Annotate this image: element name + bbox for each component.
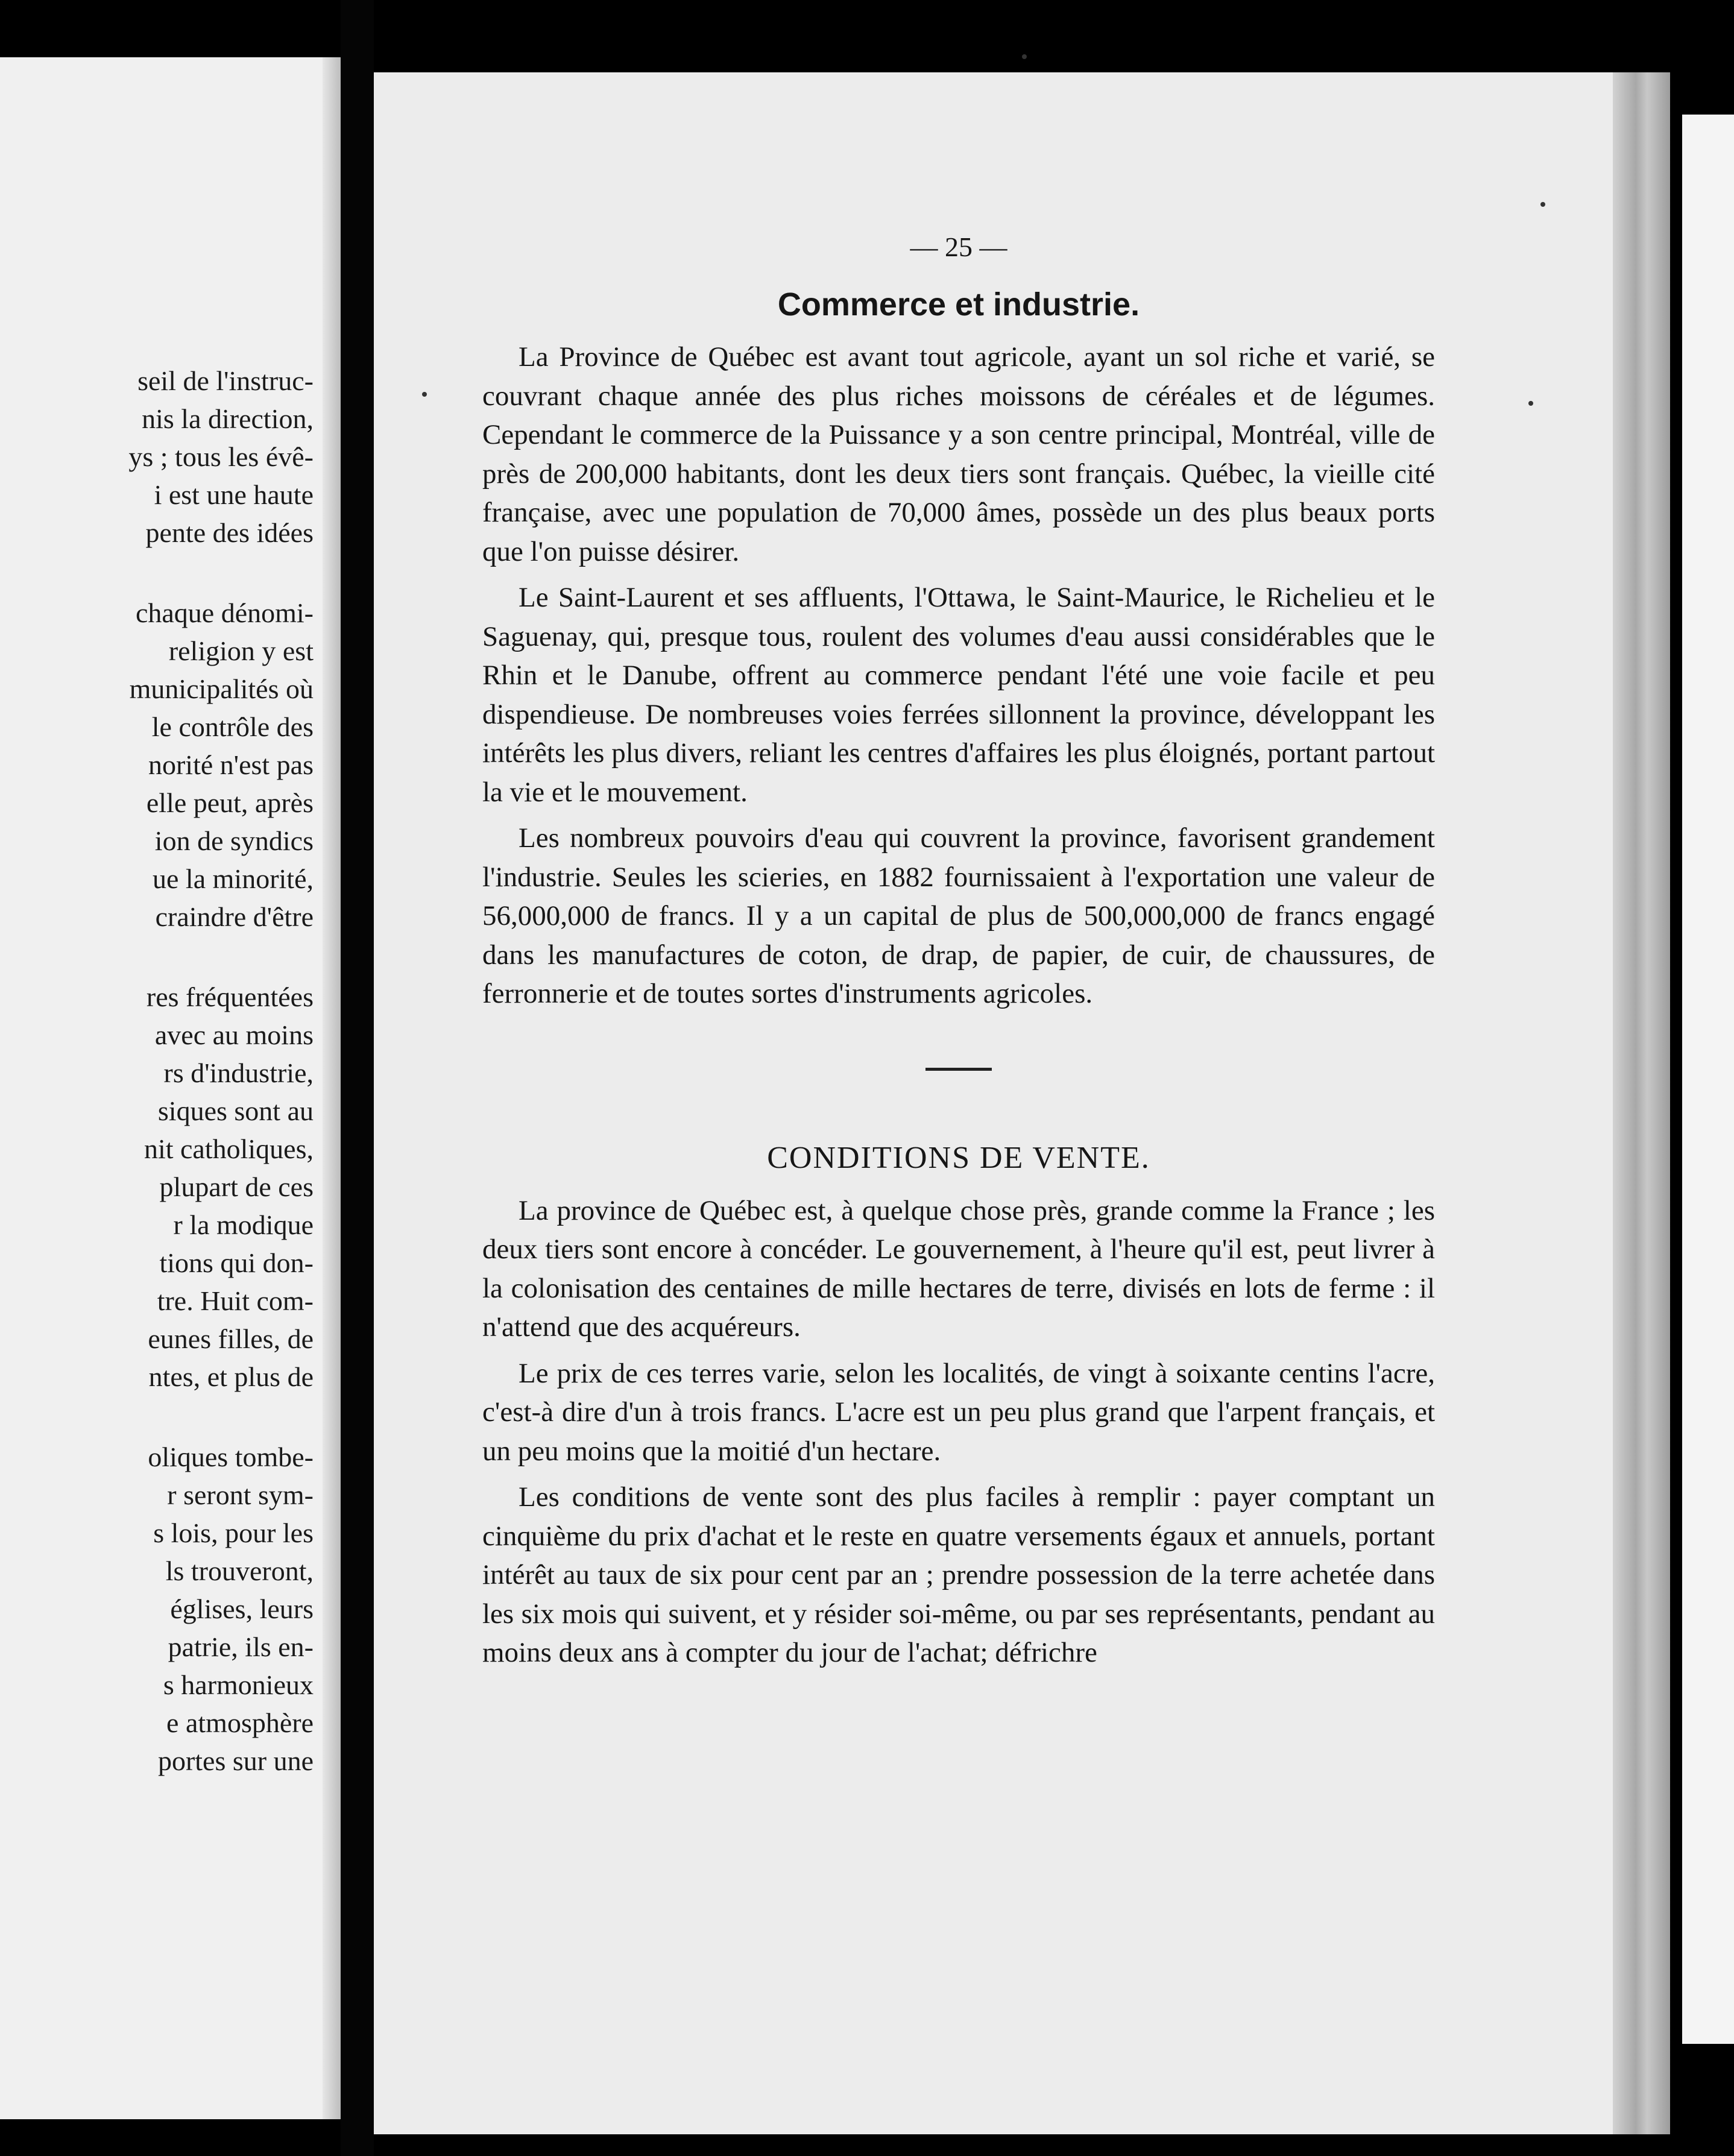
next-page-edge [1682,115,1734,2044]
left-page-line: portes sur une [157,1745,314,1776]
left-page-line: oliques tombe- [148,1442,314,1472]
left-page-line: églises, leurs [170,1593,314,1624]
section-divider [925,1068,992,1071]
left-page-line: pente des idées [145,517,314,548]
left-page [0,57,341,2119]
left-page-gap [0,936,314,978]
left-page-line: chaque dénomi- [135,597,314,628]
left-page-line: ion de syndics [154,825,314,856]
scan-speck [1022,54,1027,59]
scan-speck [1528,401,1533,406]
left-page-fold [323,57,341,2119]
left-page-line: r la modique [173,1209,314,1240]
left-page-line: tre. Huit com- [157,1285,314,1316]
left-page-line: tions qui don- [159,1247,314,1278]
left-page-line: s lois, pour les [153,1518,314,1548]
left-page-line: ntes, et plus de [148,1361,314,1392]
left-page-line: nit catholiques, [143,1133,314,1164]
left-page-gap [0,1396,314,1438]
left-page-line: elle peut, après [146,787,314,818]
left-page-line: eunes filles, de [148,1323,314,1354]
left-page-gap [0,552,314,594]
left-page-line: s harmonieux [163,1669,314,1700]
section-title-commerce: Commerce et industrie. [777,286,1140,323]
left-page-line: plupart de ces [159,1171,314,1202]
left-page-line: ys ; tous les évê- [128,441,314,472]
page-number: — 25 — [910,232,1007,262]
left-page-line: i est une haute [154,479,314,510]
left-page-line: res fréquentées [146,982,314,1012]
left-page-line: nis la direction, [142,403,314,434]
left-page-line: r seront sym- [167,1480,314,1510]
binding-gutter [341,0,374,2156]
section-title-conditions: CONDITIONS DE VENTE. [767,1140,1150,1175]
left-page-line: siques sont au [157,1095,314,1126]
left-page-line: rs d'industrie, [163,1058,314,1088]
paragraph: Les conditions de vente sont des plus faciles à remplir : payer comptant un cinquième du prix d'achat et le reste en quatre versements égaux et annuels, portant intérêt au taux de six pour cent par an ; prendre possession de la terre achetée dans les six mois qui suivent, et y résider soi-même, ou par ses représentants, pendant au moins deux ans à compter du jour de l'achat; défrichre [482,1481,1435,1668]
scan-speck [1540,202,1545,207]
paragraph: La Province de Québec est avant tout agricole, ayant un sol riche et varié, se couvrant chaque année des plus riches moissons de céréales et de légumes. Cependant le commerce de la Puissance y a son centre principal, Montréal, ville de près de 200,000 habitants, dont les deux tiers sont français. Québec, la vieille cité française, avec une population de 70,000 âmes, possède un des plus beaux ports que l'on puisse désirer. [482,341,1435,567]
left-page-line: craindre d'être [155,901,314,932]
left-page-line: patrie, ils en- [168,1631,314,1662]
left-page-line: ls trouveront, [165,1556,314,1586]
left-page-line: ue la minorité, [153,863,314,894]
right-page [374,72,1670,2134]
page-content [482,223,1435,1680]
left-page-line: municipalités où [129,673,314,704]
left-page-line: religion y est [168,635,314,666]
paragraph: Le prix de ces terres varie, selon les localités, de vingt à soixante centins l'acre, c'est-à dire d'un à trois francs. L'acre est un peu plus grand que l'arpent français, et un peu moins que la moitié d'un hectare. [482,1357,1435,1467]
left-page-line: norité n'est pas [148,749,314,780]
paragraph: Le Saint-Laurent et ses affluents, l'Ottawa, le Saint-Maurice, le Richelieu et le Saguenay, qui, presque tous, roulent des volumes d'eau aussi considérables que le Rhin et le Danube, offrent au commerce pendant l'été une voie facile et peu dispendieuse. De nombreuses voies ferrées sillonnent la province, développant les intérêts les plus divers, reliant les centres d'affaires les plus éloignés, portant partout la vie et le mouvement. [482,582,1435,808]
left-page-line: le contrôle des [151,711,314,742]
right-page-edge [1613,72,1670,2134]
scan-speck [422,392,427,397]
paragraph: La province de Québec est, à quelque chose près, grande comme la France ; les deux tiers sont encore à concéder. Le gouvernement, à l'heure qu'il est, peut livrer à la colonisation des centaines de mille hectares de terre, divisés en lots de ferme : il n'attend que des acquéreurs. [482,1194,1435,1343]
paragraph: Les nombreux pouvoirs d'eau qui couvrent la province, favorisent grandement l'industrie. Seules les scieries, en 1882 fournissaient à l'exportation une valeur de 56,000,000 de francs. Il y a un capital de plus de 500,000,000 de francs engagé dans les manufactures de coton, de drap, de papier, de cuir, de chaussures, de ferronnerie et de toutes sortes d'instruments agricoles. [482,822,1435,1009]
left-page-line: e atmosphère [166,1707,314,1738]
left-page-line: seil de l'instruc- [137,365,314,396]
left-page-text [0,362,314,1780]
left-page-line: avec au moins [154,1020,314,1050]
